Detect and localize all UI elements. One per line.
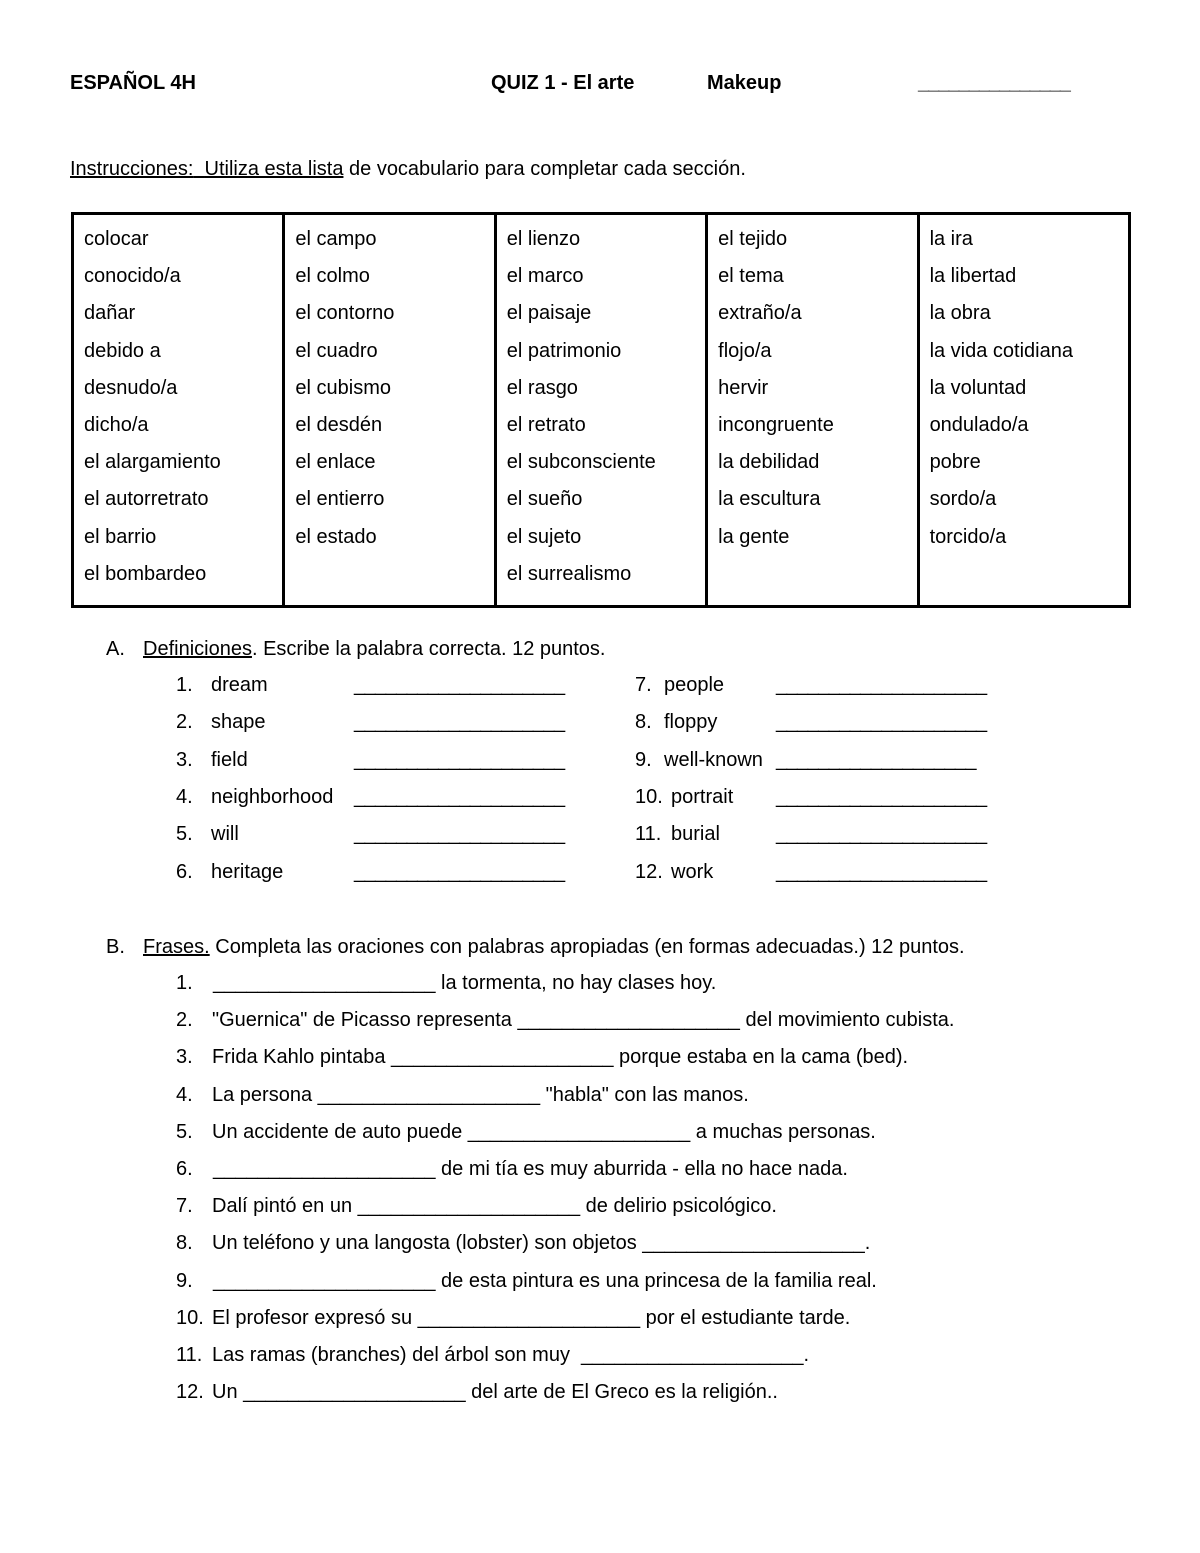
answer-blank[interactable]: ___________________ [776,748,976,771]
answer-blank[interactable]: ____________________ [776,860,987,883]
vocab-word: dañar [84,302,136,325]
sentence-item [176,1046,1076,1072]
vocab-word: el sueño [506,488,583,511]
vocab-word: el lienzo [506,228,581,250]
sentence-item [176,1195,1076,1221]
vocab-word: el sujeto [506,525,582,548]
definition-item [635,823,1055,849]
vocab-word: extraño/a [718,302,802,325]
item-number: 7. [176,1195,193,1218]
sentence-text: ____________________ la tormenta, no hay clases hoy. [213,972,717,994]
instructions [70,158,746,181]
answer-blank[interactable]: ____________________ [776,823,987,846]
vocab-word: el rasgo [506,376,578,399]
vocab-word: el campo [295,228,377,250]
vocab-word: el autorretrato [84,488,209,511]
vocab-word: el entierro [295,488,385,511]
instructions-text: de vocabulario para completar cada sección. [343,158,746,180]
definition-item [635,861,1055,887]
definition-item [635,711,1055,737]
answer-blank[interactable]: ____________________ [354,748,565,771]
definition-item [635,786,1055,812]
vocabulary-table [71,212,1131,608]
section-a-letter: A. [106,638,125,660]
answer-blank[interactable]: ____________________ [776,711,987,734]
sentence-text: El profesor expresó su ____________________ por el estudiante tarde. [212,1306,851,1329]
vocab-column [73,214,284,607]
sentence-text: "Guernica" de Picasso representa ____________________ del movimiento cubista. [212,1009,955,1032]
vocab-word: el patrimonio [506,339,622,362]
vocab-word: el subconsciente [506,451,656,474]
definition-item [176,674,596,700]
sentence-text: ____________________ de mi tía es muy aburrida - ella no hace nada. [213,1158,848,1180]
vocab-word: el bombardeo [84,562,207,585]
sentence-item [176,1084,1076,1110]
definition-item [176,861,596,887]
definition-term: shape [211,711,266,734]
definition-item [635,749,1055,775]
section-a-title [106,638,806,664]
section-a-heading: Definiciones [143,638,252,660]
sentence-item [176,1344,1076,1370]
vocab-word: ondulado/a [929,413,1029,436]
section-b-letter: B. [106,936,125,958]
item-number: 9. [635,748,652,771]
sentence-item [176,1270,1076,1296]
sentence-item [176,1307,1076,1333]
sentence-item [176,1232,1076,1258]
answer-blank[interactable]: ____________________ [354,785,565,808]
section-b-title [106,936,1106,962]
item-number: 5. [176,1120,193,1143]
course-title: ESPAÑOL 4H [70,72,196,94]
definition-term: floppy [664,711,718,734]
section-a-instructions: . Escribe la palabra correcta. 12 puntos. [251,638,606,660]
definition-term: will [211,823,239,846]
item-number: 3. [176,748,193,771]
definition-item [176,823,596,849]
item-number: 3. [176,1046,193,1069]
quiz-title: QUIZ 1 - El arte [491,72,635,94]
vocab-word: pobre [929,451,981,474]
vocab-word: el surrealismo [506,562,632,585]
item-number: 4. [176,785,193,808]
vocab-word: el alargamiento [84,451,221,474]
item-number: 4. [176,1083,193,1106]
sentence-text: La persona ____________________ "habla" con las manos. [212,1083,749,1106]
item-number: 9. [176,1269,193,1292]
sentence-item [176,1381,1076,1407]
sentence-text: ____________________ de esta pintura es una princesa de la familia real. [213,1269,877,1292]
definition-term: people [664,674,725,696]
sentence-item [176,1009,1076,1035]
vocab-word: la gente [718,525,790,548]
makeup-label: Makeup [707,72,782,94]
sentence-item [176,972,1076,998]
vocab-column [495,214,706,607]
vocab-word: la libertad [929,265,1017,288]
vocab-word: el enlace [295,451,376,474]
definition-item [176,749,596,775]
sentence-item [176,1121,1076,1147]
item-number: 7. [635,674,652,696]
vocab-word: el cubismo [295,376,391,399]
item-number: 11. [176,1344,203,1366]
sentence-text: Dalí pintó en un ____________________ de delirio psicológico. [212,1195,777,1218]
vocab-word: colocar [84,228,149,250]
vocab-word: la ira [929,228,973,250]
vocab-word: el barrio [84,525,157,548]
vocab-word: dicho/a [84,413,149,436]
answer-blank[interactable]: ____________________ [354,711,565,734]
vocab-word: la obra [929,302,991,325]
instructions-label: Instrucciones: [70,158,194,180]
item-number: 2. [176,1009,193,1032]
vocab-word: el cuadro [295,339,378,362]
item-number: 8. [635,711,652,734]
item-number: 6. [176,860,193,883]
answer-blank[interactable]: ____________________ [354,674,565,696]
vocab-word: torcido/a [929,525,1007,548]
vocab-word: sordo/a [929,488,997,511]
name-blank: _______________ [918,72,1070,94]
definition-term: burial [671,823,720,846]
vocab-word: la vida cotidiana [929,339,1073,362]
page-header [0,72,1200,98]
vocab-word: el colmo [295,265,370,288]
answer-blank[interactable]: ____________________ [776,674,987,696]
sentence-text: Un teléfono y una langosta (lobster) son objetos ____________________. [212,1232,871,1255]
definition-item [176,711,596,737]
answer-blank[interactable]: ____________________ [776,785,987,808]
vocab-column [284,214,495,607]
answer-blank[interactable]: ____________________ [354,860,565,883]
vocab-word: conocido/a [84,265,181,288]
section-b-instructions: Completa las oraciones con palabras apropiadas (en formas adecuadas.) 12 puntos. [209,936,965,958]
vocab-word: el tejido [718,228,788,250]
item-number: 8. [176,1232,193,1255]
vocab-word: la escultura [718,488,821,511]
definition-term: work [671,860,714,883]
definition-term: heritage [211,860,284,883]
definition-term: well-known [664,748,763,771]
vocab-word: el paisaje [506,302,592,325]
item-number: 5. [176,823,193,846]
sentence-text: Un accidente de auto puede ____________________ a muchas personas. [212,1120,876,1143]
vocab-word: debido a [84,339,161,362]
vocab-word: el marco [506,265,584,288]
definition-term: portrait [671,785,734,808]
definition-term: neighborhood [211,785,334,808]
definition-item [635,674,1055,700]
item-number: 2. [176,711,193,734]
item-number: 12. [635,860,663,883]
vocab-word: desnudo/a [84,376,178,399]
item-number: 1. [176,972,193,994]
item-number: 1. [176,674,193,696]
item-number: 11. [635,823,662,846]
vocab-word: incongruente [718,413,834,436]
section-b-heading: Frases. [143,936,210,958]
vocab-column [918,214,1129,607]
sentence-text: Frida Kahlo pintaba ____________________ porque estaba en la cama (bed). [212,1046,909,1069]
vocab-word: el tema [718,265,784,288]
answer-blank[interactable]: ____________________ [354,823,565,846]
vocab-word: el retrato [506,413,586,436]
vocab-word: flojo/a [718,339,772,362]
item-number: 12. [176,1381,204,1404]
sentence-text: Las ramas (branches) del árbol son muy ____________________. [212,1344,810,1366]
definition-term: dream [211,674,268,696]
vocab-word: la debilidad [718,451,820,474]
item-number: 6. [176,1158,193,1180]
sentence-item [176,1158,1076,1184]
vocab-word: el contorno [295,302,395,325]
vocab-word: la voluntad [929,376,1027,399]
instructions-underlined: Utiliza esta lista [204,158,344,180]
item-number: 10. [635,785,663,808]
vocab-word: el estado [295,525,377,548]
vocab-column [707,214,918,607]
sentence-text: Un ____________________ del arte de El Greco es la religión.. [212,1381,778,1404]
vocab-word: hervir [718,376,769,399]
vocab-word: el desdén [295,413,383,436]
item-number: 10. [176,1306,204,1329]
definition-item [176,786,596,812]
definition-term: field [211,748,248,771]
